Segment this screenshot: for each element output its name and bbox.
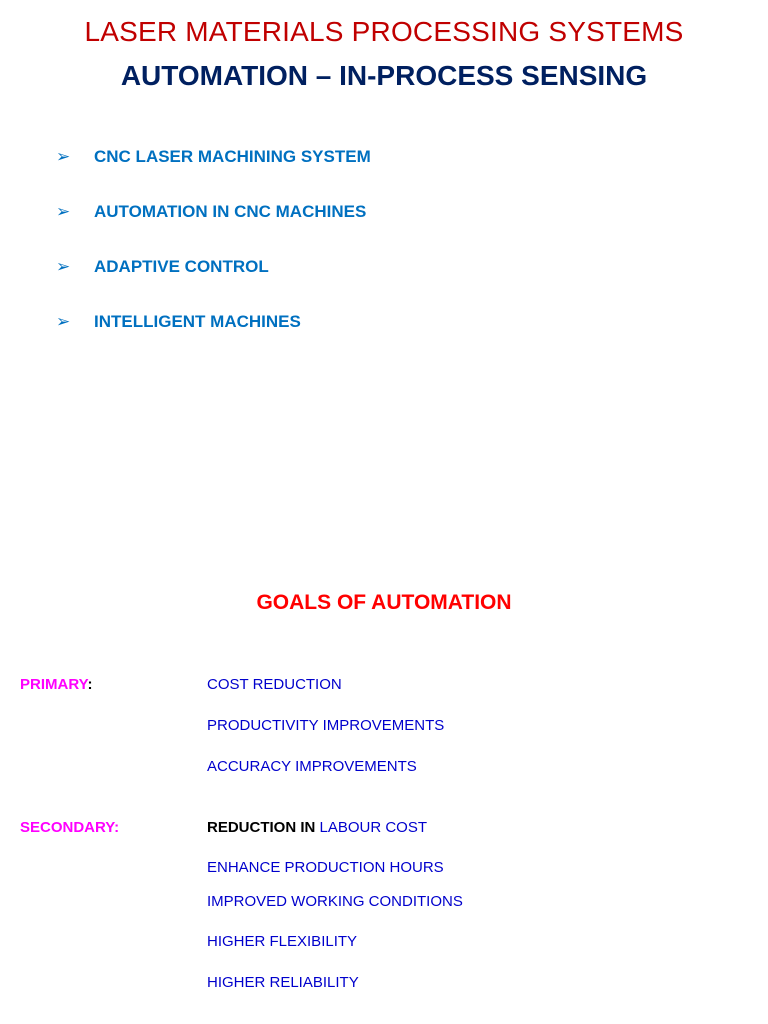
arrowhead-bullet-icon: ➢ bbox=[56, 147, 71, 166]
topic-item bbox=[56, 146, 371, 201]
topic-item bbox=[56, 256, 371, 311]
document-title: LASER MATERIALS PROCESSING SYSTEMS bbox=[84, 16, 684, 47]
topic-label: CNC LASER MACHINING SYSTEM bbox=[94, 147, 371, 166]
primary-goal-item: COST REDUCTION bbox=[207, 676, 342, 693]
primary-goal-item: PRODUCTIVITY IMPROVEMENTS bbox=[207, 717, 445, 734]
arrowhead-bullet-icon: ➢ bbox=[56, 257, 71, 276]
topic-label: INTELLIGENT MACHINES bbox=[94, 312, 301, 331]
topic-label: AUTOMATION IN CNC MACHINES bbox=[94, 202, 367, 221]
arrowhead-bullet-icon: ➢ bbox=[56, 202, 71, 221]
secondary-goal-rest: LABOUR COST bbox=[319, 819, 428, 836]
topic-label: ADAPTIVE CONTROL bbox=[94, 257, 269, 276]
secondary-goal-item: IMPROVED WORKING CONDITIONS bbox=[207, 893, 463, 910]
topic-item bbox=[56, 201, 371, 256]
arrowhead-bullet-icon: ➢ bbox=[56, 312, 71, 331]
secondary-goals-label: SECONDARY: bbox=[20, 819, 120, 836]
secondary-goal-item: HIGHER RELIABILITY bbox=[207, 974, 359, 991]
secondary-goal-item bbox=[207, 818, 427, 838]
topic-list bbox=[56, 146, 371, 366]
goals-heading: GOALS OF AUTOMATION bbox=[256, 591, 512, 614]
secondary-goal-item: ENHANCE PRODUCTION HOURS bbox=[207, 859, 444, 876]
topic-item bbox=[56, 311, 371, 366]
primary-goals-label bbox=[20, 675, 93, 695]
secondary-goal-lead: REDUCTION IN bbox=[207, 819, 320, 836]
primary-label-text: PRIMARY bbox=[20, 676, 88, 693]
primary-goal-item: ACCURACY IMPROVEMENTS bbox=[207, 758, 417, 775]
secondary-goal-item: HIGHER FLEXIBILITY bbox=[207, 933, 358, 950]
document-subtitle: AUTOMATION – IN-PROCESS SENSING bbox=[120, 60, 648, 91]
primary-label-colon: : bbox=[87, 676, 93, 693]
